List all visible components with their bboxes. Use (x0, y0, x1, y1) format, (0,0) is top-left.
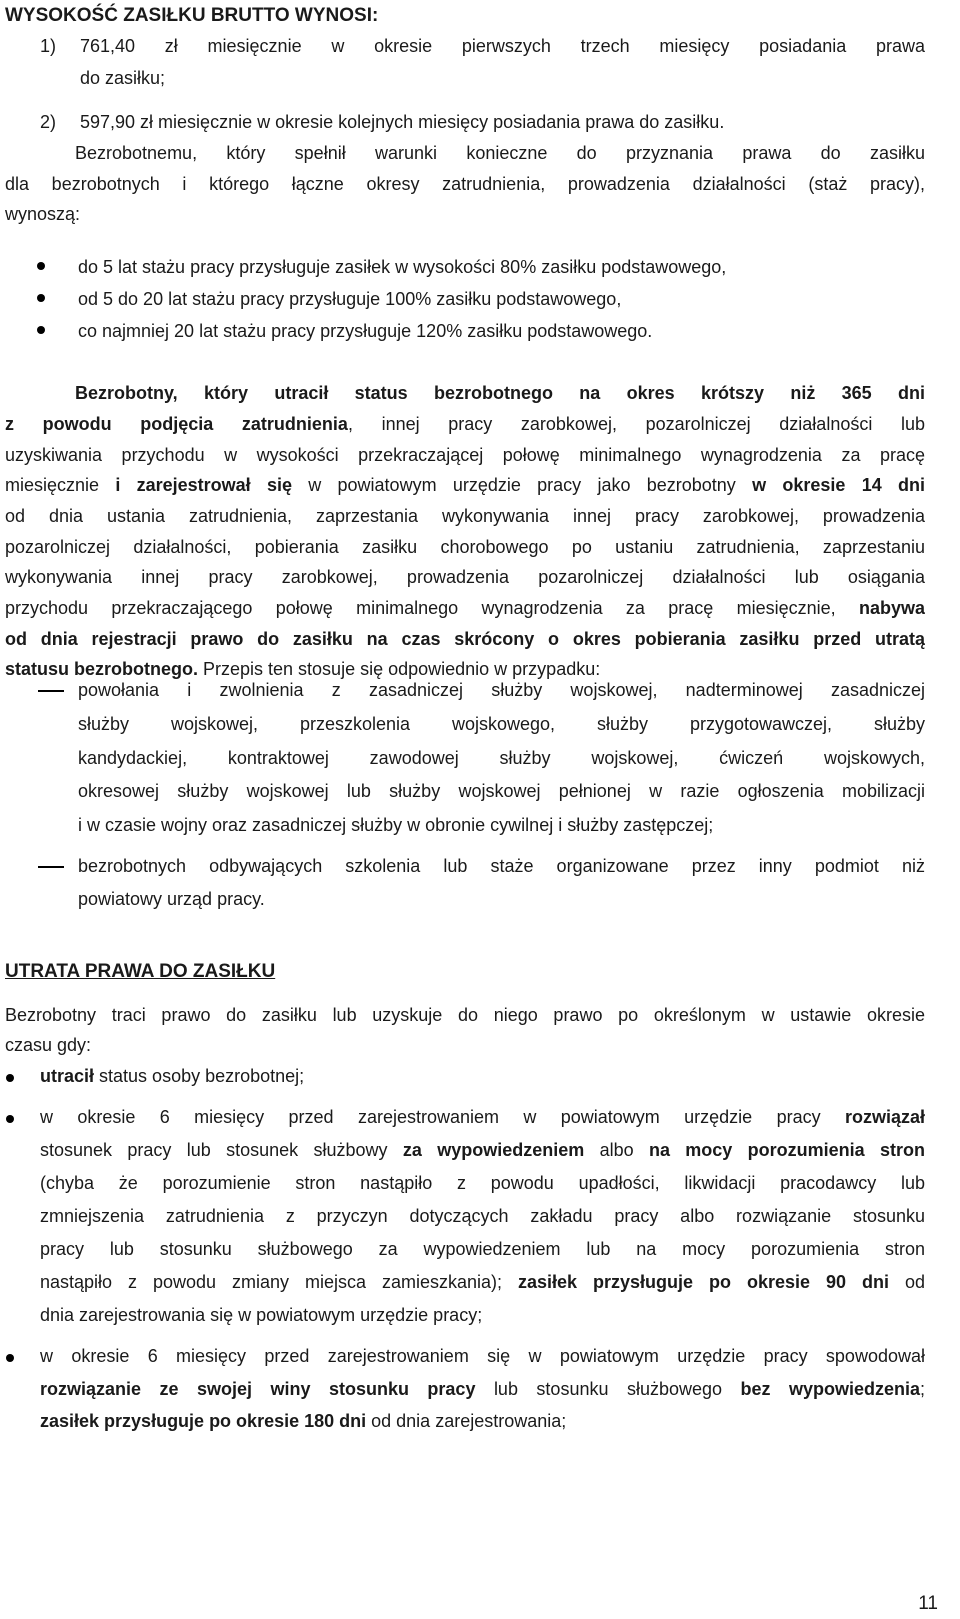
dash-item-1-line-1: powołania i zwolnienia z zasadniczej służby wojskowej, nadterminowej zasadniczej (78, 680, 925, 700)
loss-bullet-2-line-3: (chyba że porozumienie stron nastąpiło z powodu upadłości, likwidacji pracodawcy lub (40, 1173, 925, 1193)
heading-loss-of-right: UTRATA PRAWA DO ZASIŁKU (5, 961, 276, 982)
para2-line-7: wykonywania innej pracy zarobkowej, prowadzenia pozarolniczej działalności lub osiągania (5, 567, 925, 587)
dash-item-1-line-2: służby wojskowej, przeszkolenia wojskowego, służby przygotowawczej, służby (78, 714, 925, 734)
loss-intro-line-2: czasu gdy: (5, 1035, 92, 1055)
dash-item-1-line-3: kandydackiej, kontraktowej zawodowej służby wojskowej, ćwiczeń wojskowych, (78, 748, 925, 768)
loss-intro-line-1: Bezrobotny traci prawo do zasiłku lub uzyskuje do niego prawo po określonym w ustawie okresie (5, 1005, 925, 1025)
loss-bullet-2-line-2: stosunek pracy lub stosunek służbowy za wypowiedzeniem albo na mocy porozumienia stron (40, 1140, 925, 1160)
dash-item-2-line-2: powiatowy urząd pracy. (78, 889, 265, 909)
amount-2-number: 2) (40, 112, 57, 132)
loss-bullet-3-line-2: rozwiązanie ze swojej winy stosunku pracy lub stosunku służbowego bez wypowiedzenia; (40, 1379, 925, 1399)
amount-1-number: 1) (40, 36, 57, 56)
intro-line-2: dla bezrobotnych i którego łączne okresy zatrudnienia, prowadzenia działalności (staż pracy), (5, 174, 925, 194)
loss-bullet-2-line-6: nastąpiło z powodu zmiany miejsca zamieszkania); zasiłek przysługuje po okresie 90 dni od (40, 1272, 925, 1292)
para2-line-9: od dnia rejestracji prawo do zasiłku na czas skrócony o okres pobierania zasiłku przed utratą (5, 629, 925, 649)
loss-bullet-1: utracił status osoby bezrobotnej; (40, 1066, 305, 1086)
loss-bullet-2-line-5: pracy lub stosunku służbowego za wypowiedzeniem lub na mocy porozumienia stron (40, 1239, 925, 1259)
bullet-icon (37, 294, 45, 302)
intro-line-3: wynoszą: (5, 204, 81, 224)
para2-line-5: od dnia ustania zatrudnienia, zaprzestania wykonywania innej pracy zarobkowej, prowadzenia (5, 506, 925, 526)
dash-icon (38, 866, 64, 868)
dash-icon (38, 690, 64, 692)
stazh-bullet-1: do 5 lat stażu pracy przysługuje zasiłek w wysokości 80% zasiłku podstawowego, (78, 257, 727, 277)
amount-2-line1: 597,90 zł miesięcznie w okresie kolejnych miesięcy posiadania prawa do zasiłku. (80, 112, 725, 132)
heading-benefit-amount: WYSOKOŚĆ ZASIŁKU BRUTTO WYNOSI: (5, 5, 379, 26)
amount-1-line1: 761,40 zł miesięcznie w okresie pierwszych trzech miesięcy posiadania prawa (80, 36, 925, 56)
bullet-icon (6, 1074, 14, 1082)
para2-line-6: pozarolniczej działalności, pobierania zasiłku chorobowego po ustaniu zatrudnienia, zaprzestaniu (5, 537, 925, 557)
loss-bullet-2-line-1: w okresie 6 miesięcy przed zarejestrowaniem w powiatowym urzędzie pracy rozwiązał (40, 1107, 925, 1127)
stazh-bullet-3: co najmniej 20 lat stażu pracy przysługuje 120% zasiłku podstawowego. (78, 321, 653, 341)
dash-item-1-line-4: okresowej służby wojskowej lub służby wojskowej pełnionej w razie ogłoszenia mobilizacji (78, 781, 925, 801)
stazh-bullet-2: od 5 do 20 lat stażu pracy przysługuje 100% zasiłku podstawowego, (78, 289, 622, 309)
bullet-icon (37, 326, 45, 334)
para2-line-1: Bezrobotny, który utracił status bezrobotnego na okres krótszy niż 365 dni (75, 383, 925, 403)
loss-bullet-2-line-4: zmniejszenia zatrudnienia z przyczyn dotyczących zakładu pracy albo rozwiązanie stosunku (40, 1206, 925, 1226)
dash-item-2-line-1: bezrobotnych odbywających szkolenia lub staże organizowane przez inny podmiot niż (78, 856, 925, 876)
bullet-icon (37, 262, 45, 270)
loss-bullet-3-line-3: zasiłek przysługuje po okresie 180 dni od dnia zarejestrowania; (40, 1411, 567, 1431)
dash-item-1-line-5: i w czasie wojny oraz zasadniczej służby w obronie cywilnej i służby zastępczej; (78, 815, 714, 835)
loss-bullet-3-line-1: w okresie 6 miesięcy przed zarejestrowaniem się w powiatowym urzędzie pracy spowodował (40, 1346, 925, 1366)
intro-line-1: Bezrobotnemu, który spełnił warunki konieczne do przyznania prawa do zasiłku (75, 143, 925, 163)
bullet-icon (6, 1354, 14, 1362)
para2-line-2: z powodu podjęcia zatrudnienia, innej pracy zarobkowej, pozarolniczej działalności lub (5, 414, 925, 434)
para2-line-8: przychodu przekraczającego połowę minimalnego wynagrodzenia za pracę miesięcznie, nabywa (5, 598, 925, 618)
para2-line-10: statusu bezrobotnego. Przepis ten stosuje się odpowiednio w przypadku: (5, 659, 601, 679)
loss-bullet-2-line-7: dnia zarejestrowania się w powiatowym urzędzie pracy; (40, 1305, 483, 1325)
page-number: 11 (918, 1593, 938, 1614)
amount-1-line2: do zasiłku; (80, 68, 166, 88)
para2-line-4: miesięcznie i zarejestrował się w powiatowym urzędzie pracy jako bezrobotny w okresie 14 dni (5, 475, 925, 495)
para2-line-3: uzyskiwania przychodu w wysokości przekraczającej połowę minimalnego wynagrodzenia za pracę (5, 445, 925, 465)
bullet-icon (6, 1115, 14, 1123)
